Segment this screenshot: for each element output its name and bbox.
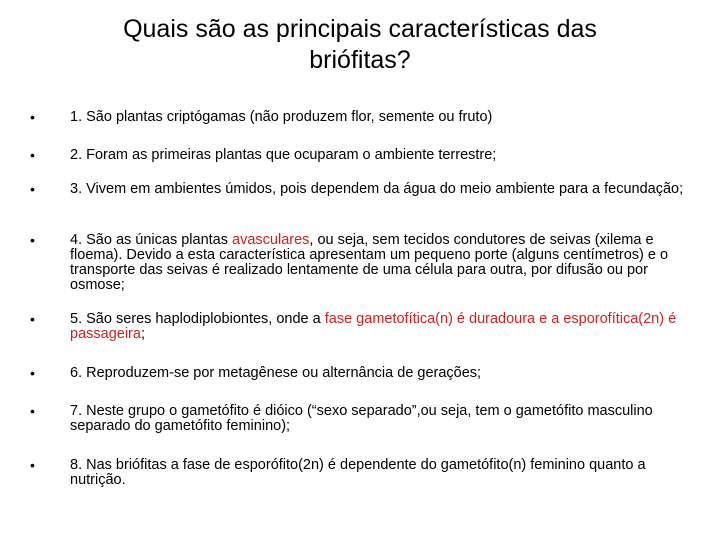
bullet-marker: • [30, 232, 35, 248]
bullet-marker: • [30, 403, 35, 419]
list-item-text [70, 182, 690, 197]
list-item-text [70, 458, 690, 488]
list-item-text-part: 4. São as únicas plantas [70, 232, 233, 248]
bullet-marker: • [30, 109, 35, 125]
list-item-text [70, 110, 690, 125]
list-item-text-part: , ou seja, sem tecidos condutores de seivas (xilema e floema). Devido a esta característica apresentam um pequeno porte (alguns centímetros) e o transporte das seivas é realizado lentamente de uma célula para outra, por difusão ou por osmose; [70, 232, 669, 293]
list-item-text [70, 312, 690, 342]
highlighted-term: avasculares [232, 232, 310, 248]
bullet-marker: • [30, 311, 35, 327]
bullet-marker: • [30, 147, 35, 163]
list-item-text-part: 5. São seres haplodiplobiontes, onde a [70, 311, 325, 327]
list-item-text-part: 2. Foram as primeiras plantas que ocuparam o ambiente terrestre; [70, 147, 497, 163]
list-item-text [70, 233, 690, 293]
list-item-text-part: 7. Neste grupo o gametófito é dióico (“sexo separado”,ou seja, tem o gametófito masculino separado do gametófito feminino); [70, 403, 653, 434]
list-item-text-part: 6. Reproduzem-se por metagênese ou alternância de gerações; [70, 365, 482, 381]
list-item-text-part: ; [140, 326, 145, 342]
bullet-marker: • [30, 457, 35, 473]
bullet-marker: • [30, 365, 35, 381]
bullet-marker: • [30, 181, 35, 197]
list-item-text-part: 1. São plantas criptógamas (não produzem flor, semente ou fruto) [70, 109, 493, 125]
list-item-text [70, 366, 690, 381]
list-item-text [70, 404, 690, 434]
list-item-text-part: 8. Nas briófitas a fase de esporófito(2n) é dependente do gametófito(n) feminino quanto a nutrição. [70, 457, 646, 488]
slide-title-line-2: briófitas? [309, 46, 411, 74]
slide-title-line-1: Quais são as principais características das [123, 15, 597, 43]
list-item-text [70, 148, 690, 163]
list-item-text-part: 3. Vivem em ambientes úmidos, pois dependem da água do meio ambiente para a fecundação; [70, 181, 684, 197]
highlighted-phrase: fase gametofítica(n) é duradoura e a esporofítica(2n) é passageira [70, 311, 677, 342]
